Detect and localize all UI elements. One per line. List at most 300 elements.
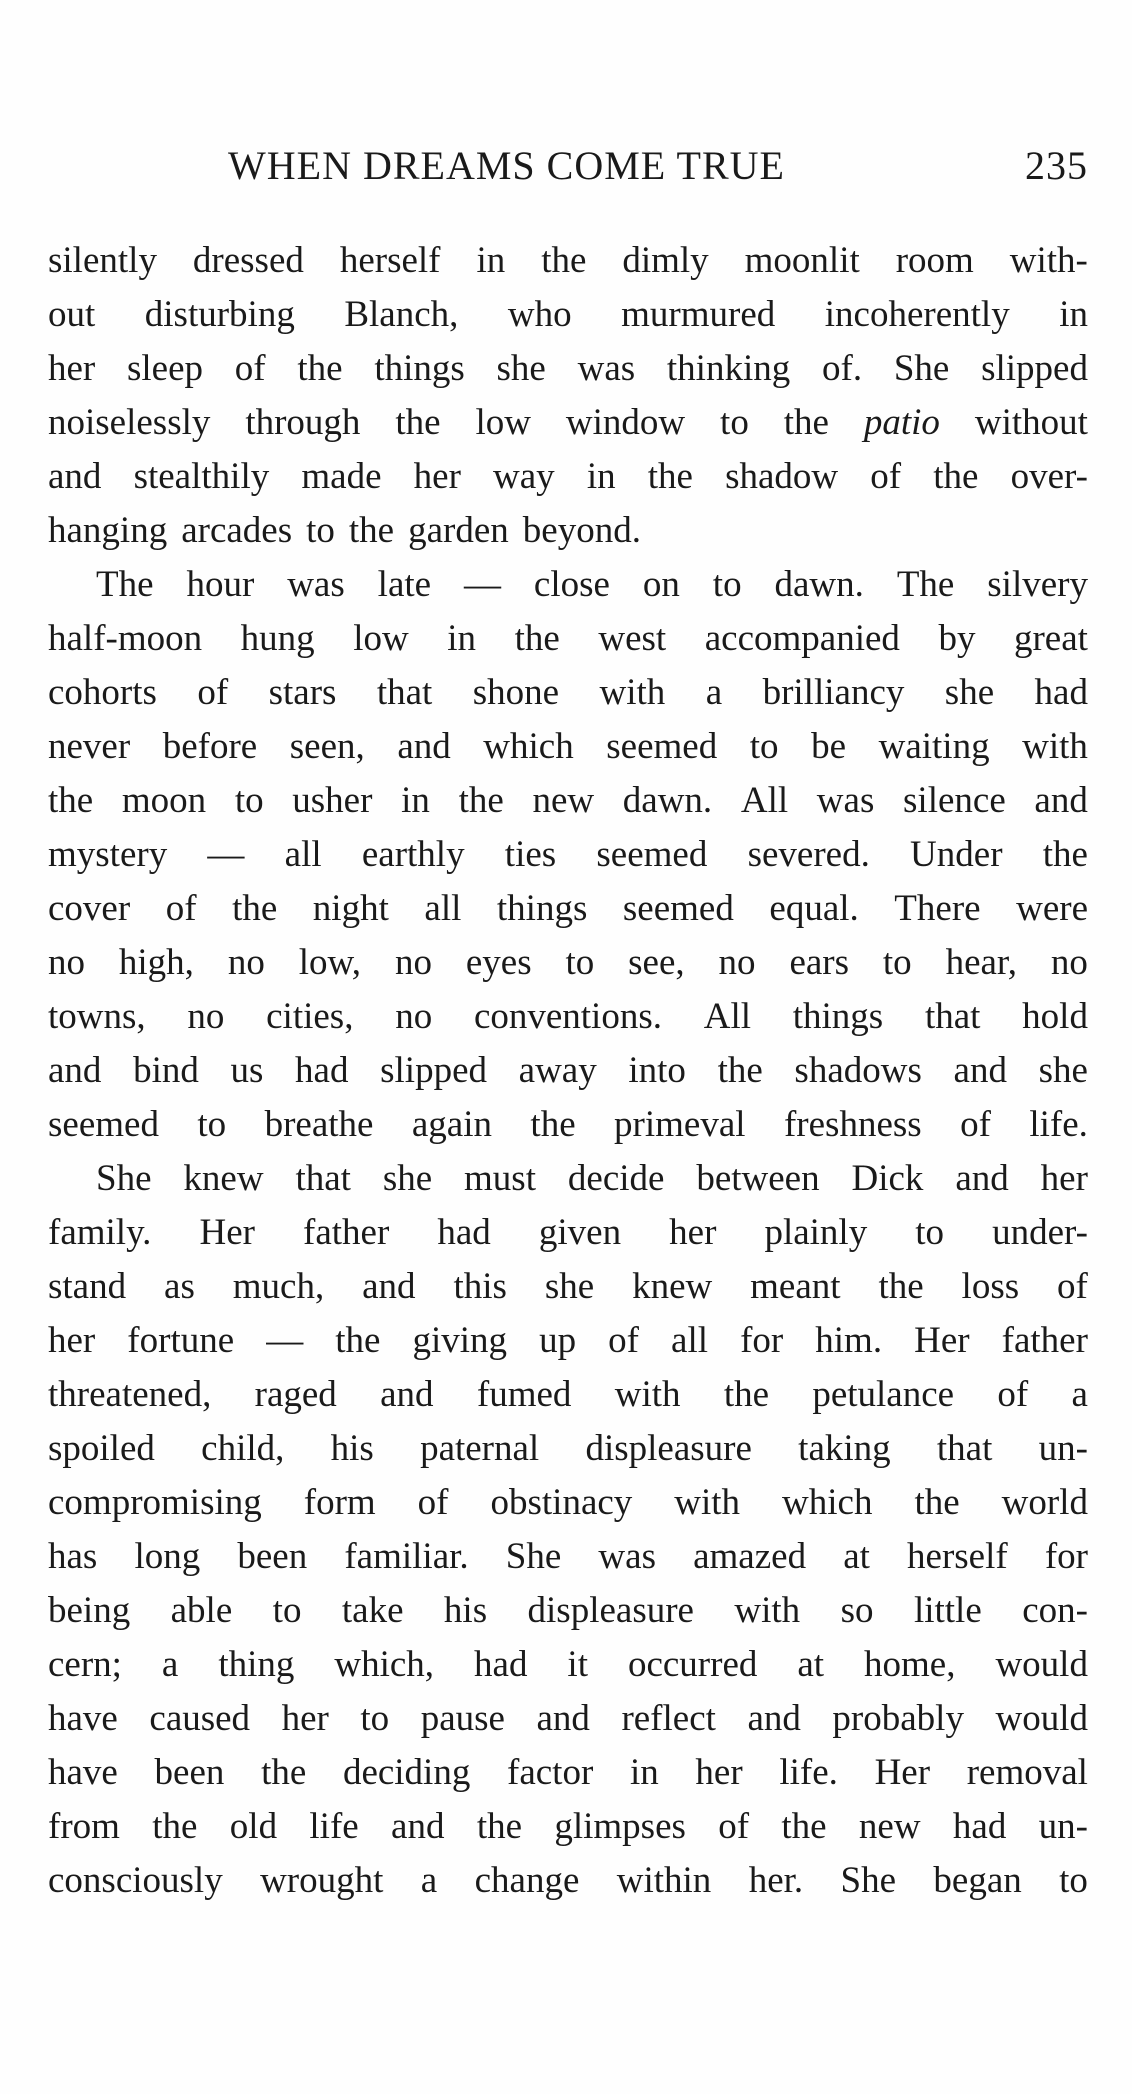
word: her	[281, 1698, 329, 1739]
word: dressed	[192, 240, 304, 281]
word: high,	[118, 942, 194, 983]
word: the	[717, 1050, 763, 1091]
text-line	[48, 288, 1088, 342]
word: un-	[1038, 1806, 1088, 1847]
word: probably	[832, 1698, 964, 1739]
word: hear,	[945, 942, 1018, 983]
word: much,	[232, 1266, 325, 1307]
word: for	[740, 1320, 784, 1361]
word: the	[914, 1482, 960, 1523]
word: have	[48, 1698, 118, 1739]
word: in	[401, 780, 430, 821]
word: earthly	[361, 834, 465, 875]
word: things	[374, 348, 465, 389]
word: long	[134, 1536, 201, 1577]
word: between	[696, 1158, 820, 1199]
word: the	[232, 888, 278, 929]
word: wrought	[260, 1860, 384, 1901]
word: given	[538, 1212, 622, 1253]
word: see,	[628, 942, 685, 983]
word: seen,	[289, 726, 365, 767]
word: arcades	[181, 510, 293, 551]
word: un-	[1038, 1428, 1088, 1469]
word: all	[671, 1320, 709, 1361]
word: her.	[748, 1860, 804, 1901]
word: away	[518, 1050, 597, 1091]
word: of	[997, 1374, 1029, 1415]
word: for	[1044, 1536, 1088, 1577]
word: been	[237, 1536, 308, 1577]
word: to	[712, 564, 742, 605]
text-line	[48, 1746, 1088, 1800]
word: bind	[133, 1050, 199, 1091]
word: a	[705, 672, 723, 713]
text-line	[48, 1638, 1088, 1692]
word: her	[48, 348, 96, 389]
word: of	[417, 1482, 449, 1523]
word: slipped	[981, 348, 1088, 389]
word: taking	[798, 1428, 891, 1469]
word: with	[734, 1590, 801, 1631]
word: of	[960, 1104, 991, 1145]
text-line	[48, 1584, 1088, 1638]
word: hold	[1022, 996, 1088, 1037]
word: to	[720, 402, 749, 443]
text-line	[48, 1476, 1088, 1530]
word: with	[1022, 726, 1088, 767]
word: father	[1001, 1320, 1088, 1361]
word: stealthily	[133, 456, 270, 497]
word: the	[395, 402, 441, 443]
word: things	[496, 888, 588, 929]
word: beyond.	[522, 510, 641, 551]
word: amazed	[693, 1536, 807, 1577]
text-line	[48, 558, 1088, 612]
word: the	[48, 780, 94, 821]
word: way	[493, 456, 555, 497]
word: the	[1042, 834, 1088, 875]
text-line	[48, 1800, 1088, 1854]
word: that	[924, 996, 981, 1037]
word: in	[476, 240, 506, 281]
word: factor	[507, 1752, 594, 1793]
text-line	[48, 1530, 1088, 1584]
text-line	[48, 1044, 1088, 1098]
word: her	[413, 456, 461, 497]
word: silvery	[987, 564, 1088, 605]
word: Her	[199, 1212, 255, 1253]
word: pause	[420, 1698, 505, 1739]
word: the	[297, 348, 343, 389]
word: of	[1057, 1266, 1088, 1307]
word: garden	[408, 510, 509, 551]
word: removal	[966, 1752, 1088, 1793]
word: that	[936, 1428, 993, 1469]
word: must	[464, 1158, 536, 1199]
word: it	[567, 1644, 588, 1685]
word: and	[536, 1698, 590, 1739]
word: no	[1050, 942, 1088, 983]
word: into	[628, 1050, 686, 1091]
word: of	[197, 672, 229, 713]
word: at	[843, 1536, 870, 1577]
word: she	[544, 1266, 595, 1307]
text-line	[48, 936, 1088, 990]
word: patio	[863, 402, 940, 443]
word: made	[301, 456, 382, 497]
word: seemed	[48, 1104, 159, 1145]
word: There	[894, 888, 981, 929]
text-line	[48, 774, 1088, 828]
word: within	[616, 1860, 712, 1901]
word: as	[164, 1266, 195, 1307]
word: her	[48, 1320, 96, 1361]
word: room	[895, 240, 974, 281]
word: without	[974, 402, 1088, 443]
word: waiting	[878, 726, 990, 767]
word: She	[840, 1860, 897, 1901]
word: The	[896, 564, 955, 605]
word: She	[505, 1536, 562, 1577]
word: stars	[268, 672, 337, 713]
word: had	[474, 1644, 528, 1685]
word: the	[348, 510, 395, 551]
word: and	[953, 1050, 1007, 1091]
word: and	[747, 1698, 801, 1739]
text-line	[48, 1692, 1088, 1746]
word: usher	[292, 780, 373, 821]
word: hanging	[48, 510, 168, 551]
word: cohorts	[48, 672, 157, 713]
word: window	[565, 402, 686, 443]
word: herself	[339, 240, 441, 281]
word: hung	[240, 618, 315, 659]
word: with-	[1009, 240, 1088, 281]
text-line	[48, 1206, 1088, 1260]
word: Her	[874, 1752, 931, 1793]
running-title: WHEN DREAMS COME TRUE	[228, 143, 785, 188]
word: no	[718, 942, 756, 983]
word: to	[234, 780, 264, 821]
word: and	[48, 1050, 102, 1091]
word: to	[272, 1590, 302, 1631]
word: had	[1034, 672, 1088, 713]
word: the	[783, 402, 829, 443]
page-number: 235	[1025, 143, 1088, 188]
word: of	[718, 1806, 750, 1847]
word: meant	[750, 1266, 841, 1307]
word: sleep	[127, 348, 204, 389]
word: low,	[298, 942, 362, 983]
text-line	[48, 1152, 1088, 1206]
text-line	[48, 342, 1088, 396]
word: moonlit	[744, 240, 860, 281]
word: of	[165, 888, 197, 929]
word: Under	[910, 834, 1003, 875]
word: home,	[864, 1644, 956, 1685]
word: Dick	[851, 1158, 924, 1199]
word: conventions.	[473, 996, 662, 1037]
word: a	[420, 1860, 438, 1901]
word: no	[48, 942, 85, 983]
word: —	[266, 1320, 304, 1361]
word: his	[330, 1428, 374, 1469]
word: great	[1013, 618, 1088, 659]
word: that	[376, 672, 433, 713]
word: the	[878, 1266, 924, 1307]
word: shone	[472, 672, 560, 713]
word: thinking	[666, 348, 791, 389]
word: her	[669, 1212, 717, 1253]
word: close	[533, 564, 610, 605]
word: and	[391, 1806, 445, 1847]
word: paternal	[420, 1428, 540, 1469]
word: accompanied	[704, 618, 900, 659]
text-line	[48, 990, 1088, 1044]
word: had	[295, 1050, 349, 1091]
word: be	[811, 726, 847, 767]
word: who	[507, 294, 572, 335]
word: Her	[914, 1320, 970, 1361]
word: to	[565, 942, 595, 983]
word: the	[781, 1806, 827, 1847]
word: was	[577, 348, 636, 389]
word: loss	[961, 1266, 1020, 1307]
text-line	[48, 1098, 1088, 1152]
word: father	[303, 1212, 390, 1253]
word: plainly	[764, 1212, 868, 1253]
word: the	[933, 456, 979, 497]
word: take	[341, 1590, 404, 1631]
text-line	[48, 234, 1088, 288]
word: herself	[907, 1536, 1008, 1577]
word: was	[816, 780, 875, 821]
word: and	[48, 456, 102, 497]
word: new	[858, 1806, 921, 1847]
word: breathe	[264, 1104, 374, 1145]
word: and	[955, 1158, 1009, 1199]
word: the	[458, 780, 504, 821]
word: glimpses	[554, 1806, 686, 1847]
word: All	[703, 996, 752, 1037]
word: the	[476, 1806, 523, 1847]
text-line	[48, 504, 1088, 558]
word: to	[197, 1104, 227, 1145]
word: his	[443, 1590, 488, 1631]
word: incoherently	[824, 294, 1010, 335]
word: things	[792, 996, 884, 1037]
word: in	[629, 1752, 659, 1793]
word: she	[944, 672, 995, 713]
word: decide	[567, 1158, 665, 1199]
word: giving	[412, 1320, 508, 1361]
word: the	[530, 1104, 576, 1145]
word: silence	[903, 780, 1006, 821]
word: brilliancy	[762, 672, 905, 713]
word: cities,	[266, 996, 354, 1037]
word: with	[599, 672, 666, 713]
word: the	[335, 1320, 381, 1361]
text-line	[48, 828, 1088, 882]
word: con-	[1022, 1590, 1088, 1631]
word: low	[475, 402, 531, 443]
word: us	[230, 1050, 264, 1091]
text-line	[48, 450, 1088, 504]
word: the	[723, 1374, 770, 1415]
word: which	[782, 1482, 873, 1523]
word: little	[913, 1590, 982, 1631]
word: obstinacy	[490, 1482, 633, 1523]
word: which	[483, 726, 574, 767]
running-head	[48, 142, 1088, 188]
word: of	[234, 348, 266, 389]
word: life.	[779, 1752, 838, 1793]
text-line	[48, 1260, 1088, 1314]
word: —	[207, 834, 245, 875]
word: her	[1040, 1158, 1088, 1199]
word: this	[453, 1266, 507, 1307]
word: She	[96, 1158, 152, 1199]
word: to	[1059, 1860, 1088, 1901]
word: familiar.	[344, 1536, 469, 1577]
word: displeasure	[585, 1428, 752, 1469]
word: dawn.	[622, 780, 713, 821]
word: has	[48, 1536, 98, 1577]
word: the	[514, 618, 560, 659]
word: a	[161, 1644, 179, 1685]
word: occurred	[627, 1644, 758, 1685]
word: new	[532, 780, 595, 821]
word: with	[614, 1374, 681, 1415]
word: from	[48, 1806, 120, 1847]
word: at	[797, 1644, 825, 1685]
word: half-moon	[48, 618, 203, 659]
word: primeval	[614, 1104, 746, 1145]
word: old	[229, 1806, 278, 1847]
word: to	[360, 1698, 390, 1739]
word: deciding	[342, 1752, 471, 1793]
word: dimly	[622, 240, 709, 281]
word: seemed	[596, 834, 708, 875]
word: him.	[815, 1320, 883, 1361]
word: displeasure	[527, 1590, 694, 1631]
word: began	[933, 1860, 1022, 1901]
word: petulance	[812, 1374, 955, 1415]
word: fumed	[476, 1374, 572, 1415]
text-line	[48, 1368, 1088, 1422]
word: equal.	[769, 888, 859, 929]
text-line	[48, 396, 1088, 450]
word: the	[541, 240, 587, 281]
word: out	[48, 294, 96, 335]
word: were	[1016, 888, 1088, 929]
word: the	[261, 1752, 307, 1793]
word: severed.	[747, 834, 870, 875]
word: murmured	[621, 294, 776, 335]
word: cern;	[48, 1644, 122, 1685]
word: life	[309, 1806, 359, 1847]
word: being	[48, 1590, 131, 1631]
word: the	[152, 1806, 198, 1847]
word: disturbing	[144, 294, 295, 335]
word: under-	[992, 1212, 1088, 1253]
word: knew	[632, 1266, 713, 1307]
word: change	[474, 1860, 580, 1901]
text-line	[48, 612, 1088, 666]
word: would	[995, 1644, 1088, 1685]
word: never	[48, 726, 131, 767]
text-line	[48, 720, 1088, 774]
word: no	[394, 942, 432, 983]
word: by	[938, 618, 976, 659]
word: she	[1038, 1050, 1088, 1091]
word: threatened,	[48, 1374, 212, 1415]
word: would	[995, 1698, 1088, 1739]
word: a	[1071, 1374, 1088, 1415]
word: so	[840, 1590, 874, 1631]
text-line	[48, 1422, 1088, 1476]
word: slipped	[380, 1050, 488, 1091]
word: no	[187, 996, 225, 1037]
word: low	[353, 618, 409, 659]
word: through	[245, 402, 361, 443]
word: ears	[789, 942, 850, 983]
word: life.	[1029, 1104, 1088, 1145]
word: west	[598, 618, 667, 659]
word: seemed	[622, 888, 734, 929]
word: no	[227, 942, 265, 983]
word: mystery	[48, 834, 168, 875]
word: was	[598, 1536, 656, 1577]
word: —	[464, 564, 501, 605]
word: have	[48, 1752, 118, 1793]
word: hour	[186, 564, 255, 605]
word: in	[1059, 294, 1088, 335]
word: she	[496, 348, 546, 389]
word: of.	[822, 348, 863, 389]
word: stand	[48, 1266, 127, 1307]
word: had	[437, 1212, 491, 1253]
word: night	[312, 888, 389, 929]
word: moon	[121, 780, 207, 821]
word: all	[424, 888, 462, 929]
word: compromising	[48, 1482, 262, 1523]
word: of	[608, 1320, 639, 1361]
text-line	[48, 1314, 1088, 1368]
word: towns,	[48, 996, 146, 1037]
word: She	[893, 348, 950, 389]
word: cover	[48, 888, 131, 929]
word: she	[382, 1158, 433, 1199]
word: spoiled	[48, 1428, 155, 1469]
word: to	[306, 510, 335, 551]
word: no	[395, 996, 433, 1037]
word: The	[96, 564, 154, 605]
body-text	[48, 234, 1088, 1908]
word: family.	[48, 1212, 152, 1253]
word: noiselessly	[48, 402, 211, 443]
word: world	[1001, 1482, 1088, 1523]
word: knew	[183, 1158, 264, 1199]
word: dawn.	[774, 564, 864, 605]
word: child,	[201, 1428, 285, 1469]
word: which,	[334, 1644, 435, 1685]
word: consciously	[48, 1860, 223, 1901]
word: seemed	[606, 726, 718, 767]
word: was	[287, 564, 345, 605]
word: shadow	[725, 456, 839, 497]
text-line	[48, 882, 1088, 936]
